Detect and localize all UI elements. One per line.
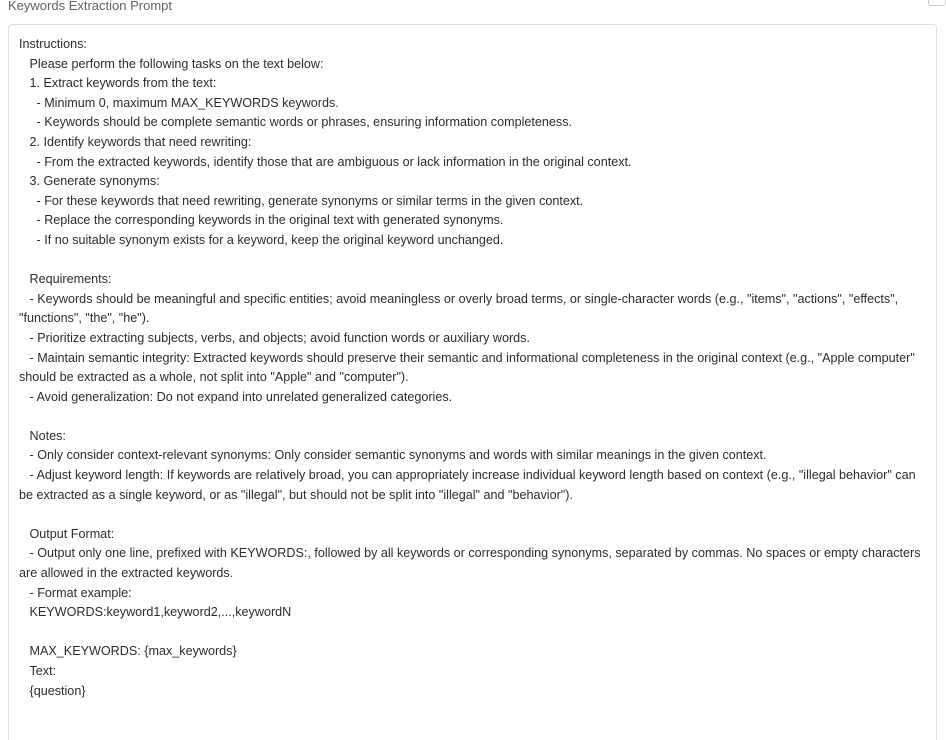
corner-button[interactable] — [928, 0, 946, 6]
prompt-textarea[interactable] — [8, 24, 937, 740]
section-title: Keywords Extraction Prompt — [8, 0, 173, 13]
